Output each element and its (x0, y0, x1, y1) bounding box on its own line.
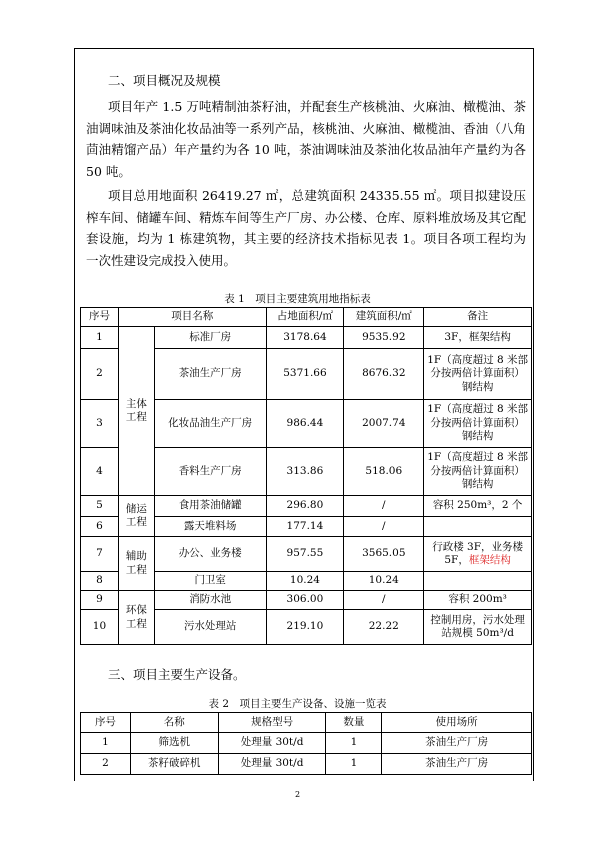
cell-land: 3178.64 (266, 327, 344, 349)
section-heading-3: 三、项目主要生产设备。 (108, 667, 246, 682)
table-row (81, 591, 532, 610)
th-no: 序号 (81, 308, 119, 327)
cell-build: / (344, 496, 424, 517)
th-spec: 规格型号 (218, 713, 326, 733)
th-note: 备注 (424, 308, 532, 327)
group-label: 辅助工程 (125, 550, 147, 576)
cell-no: 8 (81, 572, 119, 591)
cell-name: 标准厂房 (154, 327, 266, 349)
cell-name: 办公、业务楼 (154, 537, 266, 572)
section-heading-2: 二、项目概况及规模 (108, 73, 221, 88)
cell-note: 1F（高度超过 8 米部分按两倍计算面积）钢结构 (424, 400, 532, 448)
cell-spec: 处理量 30t/d (218, 754, 326, 775)
cell-name: 茶籽破碎机 (130, 754, 218, 775)
cell-no: 1 (81, 733, 131, 754)
cell-land: 986.44 (266, 400, 344, 448)
cell-build: 9535.92 (344, 327, 424, 349)
cell-no: 3 (81, 400, 119, 448)
cell-no: 2 (81, 349, 119, 400)
table2-header (81, 713, 532, 733)
cell-land: 957.55 (266, 537, 344, 572)
cell-land: 177.14 (266, 517, 344, 537)
cell-land: 296.80 (266, 496, 344, 517)
table-row (81, 496, 532, 517)
cell-name: 化妆品油生产厂房 (154, 400, 266, 448)
cell-build: 3565.05 (344, 537, 424, 572)
th-land: 占地面积/㎡ (266, 308, 344, 327)
cell-qty: 1 (326, 733, 382, 754)
cell-build: / (344, 591, 424, 610)
th-no: 序号 (81, 713, 131, 733)
cell-note: 1F（高度超过 8 米部分按两倍计算面积）钢结构 (424, 448, 532, 496)
group-label: 储运工程 (125, 502, 147, 528)
paragraph-area: 项目总用地面积 26419.27 ㎡，总建筑面积 24335.55 ㎡。项目拟建设压榨车间、储罐车间、精炼车间等生产厂房、办公楼、仓库、原料堆放场及其它配套设施，均为 1 栋建筑物，其主要的经济技术指标见表 1。项目各项工程均为一次性建设完成投入使用。 (86, 188, 526, 268)
table-row (81, 537, 532, 572)
group-main (118, 327, 154, 496)
cell-note: 3F，框架结构 (424, 327, 532, 349)
cell-name: 食用茶油储罐 (154, 496, 266, 517)
cell-build: 8676.32 (344, 349, 424, 400)
cell-build: 22.22 (344, 610, 424, 645)
group-storage (118, 496, 154, 537)
cell-land: 313.86 (266, 448, 344, 496)
th-name: 项目名称 (118, 308, 266, 327)
cell-note (424, 572, 532, 591)
group-env (118, 591, 154, 645)
table-row (81, 733, 532, 754)
group-label: 主体工程 (125, 397, 147, 423)
th-build: 建筑面积/㎡ (344, 308, 424, 327)
table-row (81, 327, 532, 349)
cell-build: 2007.74 (344, 400, 424, 448)
cell-no: 9 (81, 591, 119, 610)
cell-build: / (344, 517, 424, 537)
cell-note (424, 517, 532, 537)
cell-land: 10.24 (266, 572, 344, 591)
table-row (81, 754, 532, 775)
paragraph-overview: 项目年产 1.5 万吨精制油茶籽油，并配套生产核桃油、火麻油、橄榄油、茶油调味油及茶油化妆品油等一系列产品，核桃油、火麻油、橄榄油、香油（八角茴油精馏产品）年产量约为各 10 吨，茶油调味油及茶油化妆品油年产量约为各 50 吨。 (86, 99, 526, 179)
group-label: 环保工程 (125, 604, 147, 630)
table1-header (81, 308, 532, 327)
cell-name: 污水处理站 (154, 610, 266, 645)
cell-note (424, 537, 532, 572)
th-qty: 数量 (326, 713, 382, 733)
table2-caption: 表 2 项目主要生产设备、设施一览表 (208, 698, 387, 710)
cell-name: 露天堆料场 (154, 517, 266, 537)
cell-no: 10 (81, 610, 119, 645)
page-number: 2 (294, 790, 301, 799)
cell-no: 6 (81, 517, 119, 537)
cell-land: 306.00 (266, 591, 344, 610)
table1 (80, 307, 532, 645)
cell-note: 控制用房，污水处理站规模 50m³/d (424, 610, 532, 645)
cell-note: 容积 200m³ (424, 591, 532, 610)
cell-name: 筛选机 (130, 733, 218, 754)
cell-name: 消防水池 (154, 591, 266, 610)
cell-note: 容积 250m³，2 个 (424, 496, 532, 517)
cell-spec: 处理量 30t/d (218, 733, 326, 754)
table1-caption: 表 1 项目主要建筑用地指标表 (224, 293, 371, 305)
cell-no: 5 (81, 496, 119, 517)
group-aux (118, 537, 154, 591)
cell-name: 茶油生产厂房 (154, 349, 266, 400)
cell-land: 219.10 (266, 610, 344, 645)
th-place: 使用场所 (382, 713, 532, 733)
cell-place: 茶油生产厂房 (382, 733, 532, 754)
cell-note: 1F（高度超过 8 米部分按两倍计算面积）钢结构 (424, 349, 532, 400)
cell-name: 香料生产厂房 (154, 448, 266, 496)
note-text: 行政楼 3F，业务楼 5F， (432, 540, 524, 566)
cell-land: 5371.66 (266, 349, 344, 400)
cell-build: 518.06 (344, 448, 424, 496)
th-name: 名称 (130, 713, 218, 733)
cell-place: 茶油生产厂房 (382, 754, 532, 775)
cell-name: 门卫室 (154, 572, 266, 591)
table2 (80, 712, 532, 775)
cell-qty: 1 (326, 754, 382, 775)
cell-no: 2 (81, 754, 131, 775)
cell-no: 1 (81, 327, 119, 349)
note-text-highlight: 框架结构 (468, 554, 511, 566)
cell-build: 10.24 (344, 572, 424, 591)
cell-no: 7 (81, 537, 119, 572)
cell-no: 4 (81, 448, 119, 496)
